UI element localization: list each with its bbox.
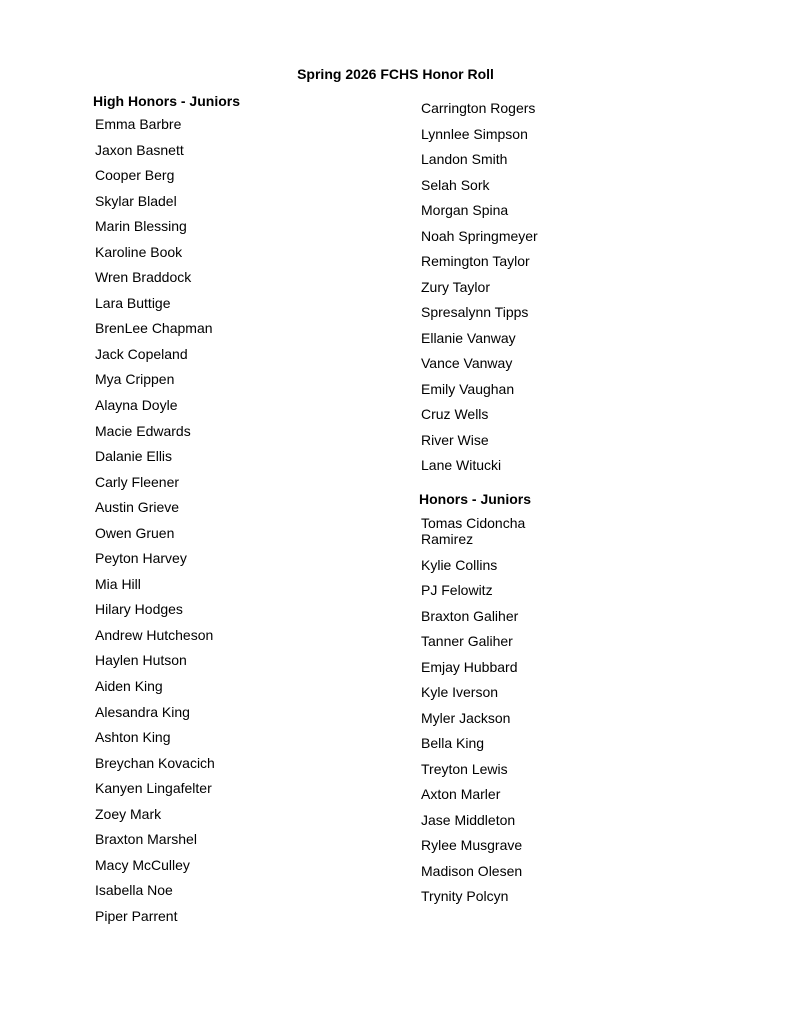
list-item: PJ Felowitz — [421, 582, 493, 598]
list-item: Hilary Hodges — [95, 601, 183, 618]
list-item: Selah Sork — [421, 176, 490, 193]
list-item: Remington Taylor — [421, 253, 530, 269]
list-item: Ashton King — [95, 729, 171, 746]
list-item: Carly Fleener — [95, 473, 180, 490]
list-item: Skylar Bladel — [95, 192, 177, 209]
list-item: Lara Buttige — [95, 294, 171, 311]
list-item: Myler Jackson — [421, 709, 511, 726]
list-item: Haylen Hutson — [95, 652, 187, 669]
list-item: Marin Blessing — [95, 218, 187, 235]
honors-heading: Honors - Juniors — [419, 491, 532, 507]
list-item: Carrington Rogers — [421, 100, 536, 116]
list-item: Alayna Doyle — [95, 397, 178, 414]
list-item: Macy McCulley — [95, 856, 190, 873]
list-item: Breychan Kovacich — [95, 754, 215, 771]
left-column — [93, 93, 393, 934]
list-item: Ellanie Vanway — [421, 329, 516, 346]
list-item: Zoey Mark — [95, 805, 162, 822]
list-item: Braxton Marshel — [95, 831, 197, 848]
list-item: Owen Gruen — [95, 524, 175, 541]
list-item: Axton Marler — [421, 786, 501, 802]
list-item: Tomas Cidoncha Ramirez — [421, 515, 526, 547]
honors-list — [419, 515, 589, 904]
list-item: Kylie Collins — [421, 556, 498, 573]
list-item: Mya Crippen — [95, 371, 175, 388]
list-item: Aiden King — [95, 678, 163, 695]
list-item: Wren Braddock — [95, 269, 192, 286]
list-item: Jase Middleton — [421, 811, 516, 828]
list-item: Jaxon Basnett — [95, 141, 184, 158]
list-item: Lynnlee Simpson — [421, 125, 528, 142]
list-item: Rylee Musgrave — [421, 837, 523, 853]
list-item: Alesandra King — [95, 703, 190, 720]
list-item: Lane Witucki — [421, 457, 502, 473]
list-item: Andrew Hutcheson — [95, 626, 214, 643]
list-item: Piper Parrent — [95, 907, 178, 924]
list-item: BrenLee Chapman — [95, 320, 213, 337]
list-item: Braxton Galiher — [421, 607, 519, 624]
list-item: Cruz Wells — [421, 406, 489, 422]
page-title: Spring 2026 FCHS Honor Roll — [297, 66, 494, 82]
list-item: Treyton Lewis — [421, 760, 508, 777]
list-item: Macie Edwards — [95, 422, 191, 439]
list-item: Kyle Iverson — [421, 684, 499, 700]
list-item: Madison Olesen — [421, 862, 523, 879]
list-item: Trynity Polcyn — [421, 888, 509, 904]
list-item: Peyton Harvey — [95, 550, 187, 567]
high-honors-heading: High Honors - Juniors — [93, 93, 240, 109]
list-item: Mia Hill — [95, 575, 141, 592]
list-item: Emily Vaughan — [421, 380, 515, 397]
list-item: Landon Smith — [421, 151, 508, 167]
list-item: Emjay Hubbard — [421, 658, 518, 675]
list-item: Cooper Berg — [95, 167, 175, 184]
list-item: Jack Copeland — [95, 345, 188, 362]
list-item: Karoline Book — [95, 243, 183, 260]
list-item: Bella King — [421, 735, 485, 751]
list-item: Emma Barbre — [95, 116, 182, 132]
list-item: Kanyen Lingafelter — [95, 780, 212, 797]
list-item: Tanner Galiher — [421, 633, 513, 649]
high-honors-list-part-2 — [419, 100, 589, 473]
right-column — [419, 100, 589, 914]
list-item: Austin Grieve — [95, 499, 180, 516]
high-honors-list-part-1 — [93, 116, 393, 924]
list-item: Noah Springmeyer — [421, 227, 538, 244]
list-item: River Wise — [421, 431, 489, 448]
list-item: Zury Taylor — [421, 278, 490, 295]
list-item: Morgan Spina — [421, 202, 509, 218]
list-item: Isabella Noe — [95, 882, 173, 899]
list-item: Vance Vanway — [421, 355, 513, 371]
list-item: Spresalynn Tipps — [421, 304, 529, 320]
list-item: Dalanie Ellis — [95, 448, 173, 465]
